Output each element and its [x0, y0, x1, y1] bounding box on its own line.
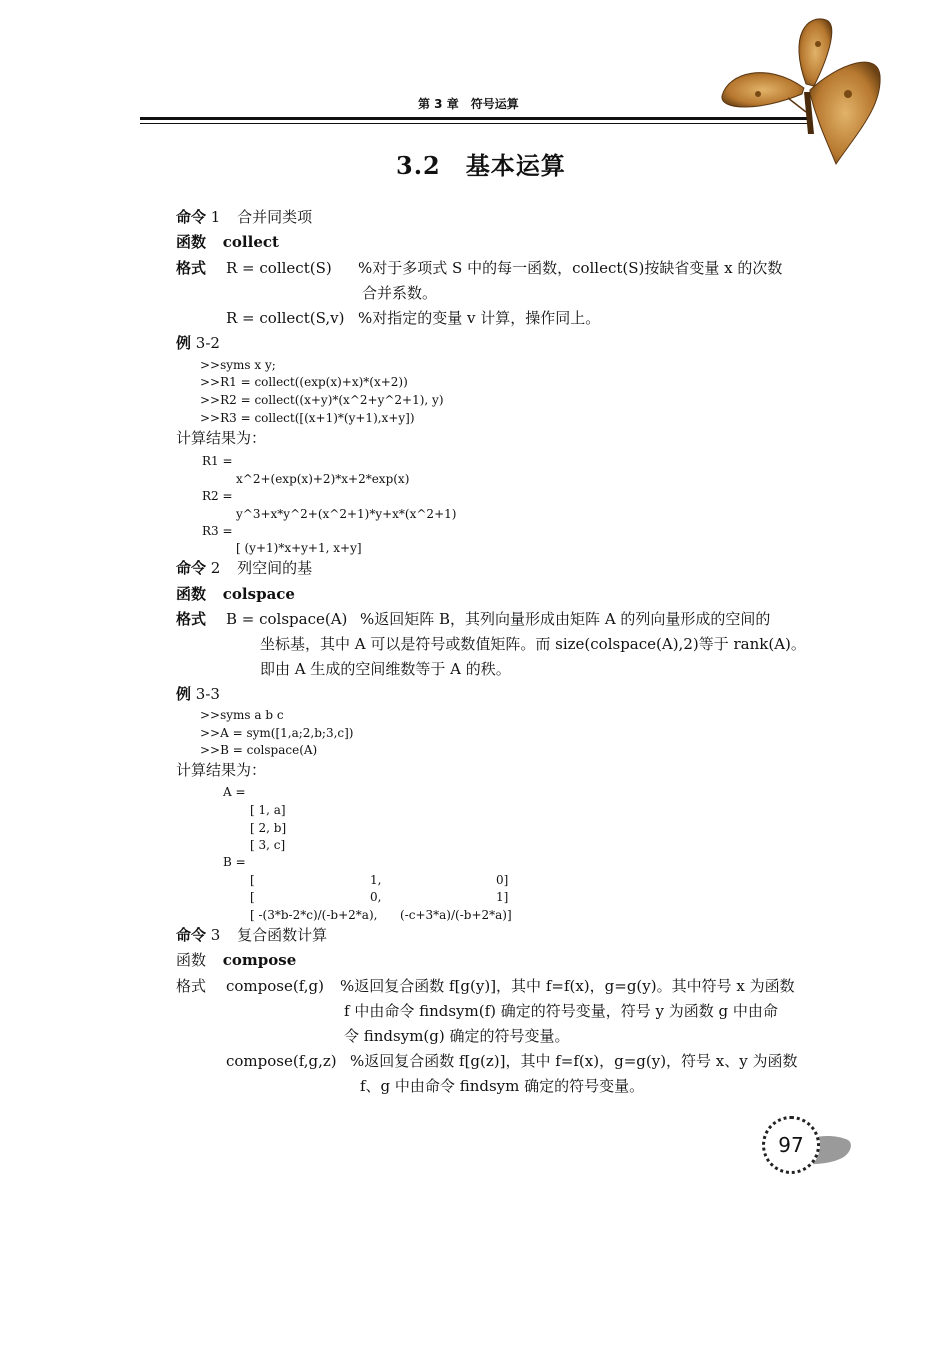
ex2-code-line-2: >>A = sym([1,a;2,b;3,c]) [200, 726, 354, 740]
cmd1-heading [176, 205, 312, 230]
ex2-b-row-3-right: (-c+3*a)/(-b+2*a)] [400, 908, 512, 922]
ex2-a-row-2: [ 2, b] [250, 821, 287, 835]
cmd3-fmt-label: 格式 [176, 977, 207, 995]
cmd2-num: 2 [210, 559, 221, 577]
cmd2-fmt-desc-c: 即由 A 生成的空间维数等于 A 的秩。 [260, 660, 511, 678]
cmd3-fmt1-desc-c: 令 findsym(g) 确定的符号变量。 [344, 1027, 570, 1045]
cmd1-num: 1 [210, 208, 221, 226]
ex1-result-5: R3 = [202, 524, 233, 538]
cmd1-func-line [176, 230, 279, 255]
cmd2-func: colspace [222, 585, 295, 603]
cmd3-num: 3 [210, 926, 221, 944]
cmd3-fmt2-desc-a: %返回复合函数 f[g(z)]，其中 f=f(x)，g=g(y)，符号 x、y 为函数 [350, 1052, 798, 1070]
ex2-b-row-1-right: 0] [496, 873, 509, 887]
cmd3-fmt2-desc-b: f、g 中由命令 findsym 确定的符号变量。 [360, 1077, 645, 1095]
ex2-a-row-3: [ 3, c] [250, 838, 286, 852]
ex1-code-line-2: >>R1 = collect((exp(x)+x)*(x+2)) [200, 375, 408, 389]
cmd1-fmt1-syntax: R = collect(S) [226, 259, 332, 277]
ex1-label: 例 [176, 334, 192, 352]
ex1-code-line-4: >>R3 = collect([(x+1)*(y+1),x+y]) [200, 411, 415, 425]
cmd1-name: 合并同类项 [237, 208, 313, 226]
cmd2-name: 列空间的基 [237, 559, 313, 577]
ex2-label: 例 [176, 685, 192, 703]
ex1-result-2: x^2+(exp(x)+2)*x+2*exp(x) [236, 472, 410, 486]
cmd3-label: 命令 [176, 926, 207, 944]
cmd1-fmt1-desc-a: %对于多项式 S 中的每一函数，collect(S)按缺省变量 x 的次数 [358, 259, 783, 277]
cmd2-func-line [176, 582, 295, 607]
cmd1-func-label: 函数 [176, 233, 207, 251]
ex1-result-1: R1 = [202, 454, 233, 468]
ex2-a-label: A = [223, 785, 246, 799]
cmd3-fmt2-syntax: compose(f,g,z) [226, 1052, 337, 1070]
butterfly-icon [718, 14, 884, 170]
cmd1-fmt1-desc-b: 合并系数。 [362, 284, 438, 302]
cmd3-heading [176, 923, 327, 948]
ex1-heading [176, 331, 220, 356]
page-number: 97 [762, 1116, 820, 1174]
cmd3-fmt1-desc-b: f 中由命令 findsym(f) 确定的符号变量，符号 y 为函数 g 中由命 [344, 1002, 778, 1020]
cmd3-fmt1-desc-a: %返回复合函数 f[g(y)]，其中 f=f(x)，g=g(y)。其中符号 x 为函数 [340, 977, 795, 995]
ex1-result-3: R2 = [202, 489, 233, 503]
cmd3-func-line [176, 948, 296, 973]
ex1-code-line-1: >>syms x y; [200, 358, 276, 372]
cmd2-label: 命令 [176, 559, 207, 577]
ex1-result-6: [ (y+1)*x+y+1, x+y] [236, 541, 362, 555]
cmd3-func: compose [222, 951, 297, 969]
cmd3-name: 复合函数计算 [237, 926, 328, 944]
ex2-b-row-2-left: [ [250, 890, 255, 904]
header-rule-thick [140, 117, 808, 120]
ex1-num: 3-2 [195, 334, 220, 352]
cmd3-func-label: 函数 [176, 951, 207, 969]
ex1-result-label: 计算结果为： [176, 429, 267, 447]
cmd2-fmt-label: 格式 [176, 610, 207, 628]
ex1-code-line-3: >>R2 = collect((x+y)*(x^2+y^2+1), y) [200, 393, 444, 407]
ex1-result-4: y^3+x*y^2+(x^2+1)*y+x*(x^2+1) [236, 507, 457, 521]
header-rule-thin [140, 123, 808, 124]
ex2-heading [176, 682, 220, 707]
ex2-code-line-1: >>syms a b c [200, 708, 284, 722]
cmd1-func: collect [222, 233, 279, 251]
cmd3-fmt1-syntax: compose(f,g) [226, 977, 324, 995]
chapter-header: 第 3 章 符号运算 [418, 97, 519, 111]
cmd1-fmt2-syntax: R = collect(S,v) [226, 309, 345, 327]
cmd2-heading [176, 556, 312, 581]
ex2-a-row-1: [ 1, a] [250, 803, 286, 817]
cmd2-fmt-syntax: B = colspace(A) [226, 610, 348, 628]
ex2-b-row-2-right: 1] [496, 890, 509, 904]
cmd2-fmt-desc-a: %返回矩阵 B，其列向量形成由矩阵 A 的列向量形成的空间的 [360, 610, 771, 628]
cmd1-fmt-label: 格式 [176, 259, 207, 277]
ex2-b-row-1-left: [ [250, 873, 255, 887]
ex2-code-line-3: >>B = colspace(A) [200, 743, 318, 757]
ex2-b-row-1-mid: 1, [370, 873, 382, 887]
ex2-b-row-2-mid: 0, [370, 890, 382, 904]
cmd2-func-label: 函数 [176, 585, 207, 603]
cmd2-fmt-desc-b: 坐标基，其中 A 可以是符号或数值矩阵。而 size(colspace(A),2)等于 rank(A)。 [260, 635, 806, 653]
cmd1-fmt2-desc: %对指定的变量 v 计算，操作同上。 [358, 309, 601, 327]
section-title: 3.2 基本运算 [396, 151, 566, 180]
ex2-num: 3-3 [195, 685, 220, 703]
cmd1-label: 命令 [176, 208, 207, 226]
ex2-b-row-3-left: [ -(3*b-2*c)/(-b+2*a), [250, 908, 378, 922]
ex2-b-label: B = [223, 855, 246, 869]
ex2-result-label: 计算结果为： [176, 761, 267, 779]
